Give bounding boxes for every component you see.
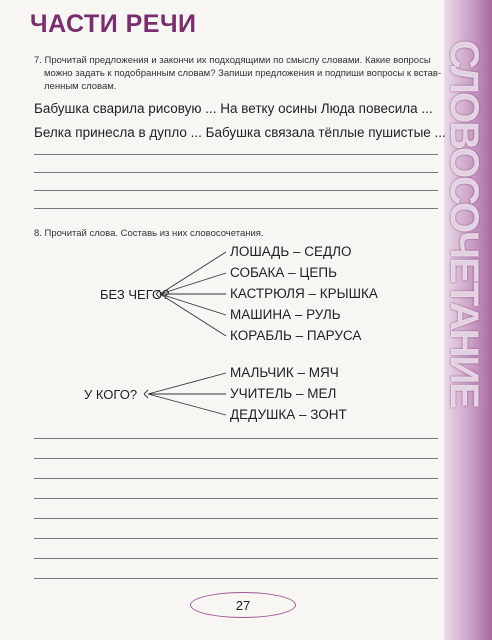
connector-line (160, 294, 226, 336)
word-pair: УЧИТЕЛЬ – МЕЛ (230, 386, 337, 401)
connector-line (148, 394, 226, 415)
answer-line[interactable] (34, 478, 438, 479)
connector-line (144, 390, 148, 394)
word-pair: МАШИНА – РУЛЬ (230, 307, 341, 322)
page-title: ЧАСТИ РЕЧИ (30, 10, 197, 38)
word-pair: ДЕДУШКА – ЗОНТ (230, 407, 347, 422)
answer-line[interactable] (34, 538, 438, 539)
page-number (190, 592, 296, 618)
answer-line[interactable] (34, 458, 438, 459)
word-pair: КОРАБЛЬ – ПАРУСА (230, 328, 362, 343)
task7-line: ленным словам. (44, 81, 117, 92)
task7-sentence: Бабушка сварила рисовую ... На ветку осины Люда повесила ... (34, 101, 433, 116)
word-pair: ЛОШАДЬ – СЕДЛО (230, 244, 352, 259)
connector-line (160, 273, 226, 294)
answer-line[interactable] (34, 578, 438, 579)
task7-line: 7. Прочитай предложения и закончи их подходящими по смыслу словами. Какие вопросы (34, 55, 431, 66)
task8-instruction: 8. Прочитай слова. Составь из них словосочетания. (34, 228, 264, 239)
question-without-what: БЕЗ ЧЕГО? (100, 287, 170, 302)
answer-line[interactable] (34, 438, 438, 439)
connector-line (156, 294, 160, 298)
task7-sentence: Белка принесла в дупло ... Бабушка связала тёплые пушистые ... (34, 125, 446, 140)
question-at-whom: У КОГО? (84, 387, 138, 402)
word-pair: СОБАКА – ЦЕПЬ (230, 265, 337, 280)
connector-line (144, 394, 148, 398)
task7-line: можно задать к подобранным словам? Запиши предложения и подпиши вопросы к встав- (44, 68, 442, 79)
word-pair: МАЛЬЧИК – МЯЧ (230, 365, 339, 380)
answer-line[interactable] (34, 558, 438, 559)
connector-line (148, 373, 226, 394)
answer-line[interactable] (34, 518, 438, 519)
page-number-label: 27 (235, 597, 251, 613)
connector-line (156, 290, 160, 294)
answer-line[interactable] (34, 498, 438, 499)
connector-line (160, 252, 226, 294)
connector-line (160, 294, 226, 315)
side-band-word: СЛОВОСОЧЕТАНИЕ (442, 40, 486, 407)
word-pair: КАСТРЮЛЯ – КРЫШКА (230, 286, 378, 301)
